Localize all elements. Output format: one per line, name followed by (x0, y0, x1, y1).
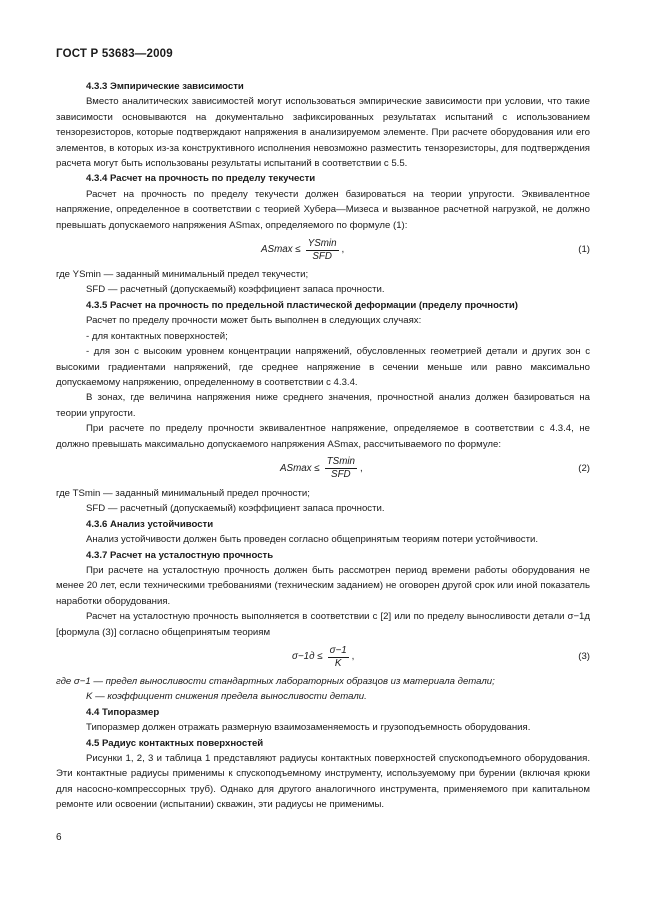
formula-3-comma: , (351, 651, 355, 663)
formula-2-lhs: ASmax ≤ (280, 463, 320, 475)
formula-2-comma: , (360, 463, 363, 475)
paragraph-4-3-5-c: - для зон с высоким уровнем концентрации напряжений, обусловленных геометрией детали и других зон с высокими градиентами напряжений, где среднее напряжение в сечении меньше или равно максимально допускаемому напряжению, определенному в соответствии с 4.3.4. (56, 346, 590, 388)
where-sfd-2: SFD — расчетный (допускаемый) коэффициент запаса прочности. (86, 503, 385, 515)
paragraph-4-3-6: Анализ устойчивости должен быть проведен согласно общепринятым теориям потери устойчивости. (86, 534, 538, 546)
heading-4-5: 4.5 Радиус контактных поверхностей (86, 737, 264, 749)
paragraph-4-3-5-a: Расчет по пределу прочности может быть выполнен в следующих случаях: (86, 315, 422, 327)
formula-2 (56, 452, 590, 486)
formula-3-denominator: K (334, 657, 342, 669)
paragraph-4-3-5-b: - для контактных поверхностей; (86, 330, 228, 342)
formula-3-lhs: σ−1д ≤ (292, 651, 323, 663)
where-ysmin: где YSmin — заданный минимальный предел текучести; (56, 269, 309, 281)
formula-2-fraction (325, 456, 357, 481)
heading-4-3-7: 4.3.7 Расчет на усталостную прочность (86, 549, 274, 561)
formula-1-denominator: SFD (312, 250, 332, 262)
paragraph-4-3-5-e: При расчете по пределу прочности эквивалентное напряжение, определяемое в соответствии с 4.3.4, не должно превышать максимально допускаемого напряжения ASmax, рассчитываемого по формуле: (56, 423, 590, 450)
formula-1 (56, 233, 590, 267)
paragraph-4-3-5-d: В зонах, где величина напряжения ниже среднего значения, прочностной анализ должен базироваться на теории упругости. (56, 392, 590, 419)
document-body (56, 79, 590, 813)
formula-2-denominator: SFD (331, 469, 351, 481)
formula-2-number: (2) (578, 462, 590, 474)
paragraph-4-3-7-a: При расчете на усталостную прочность должен быть рассмотрен период времени работы оборудования не менее 20 лет, если техническими требованиями (техническим заданием) не оговорен другой срок или иной показатель наработки оборудования. (56, 564, 590, 607)
formula-1-fraction (306, 238, 339, 263)
formula-1-lhs: ASmax ≤ (261, 244, 301, 256)
formula-3 (56, 640, 590, 674)
formula-3-fraction (328, 645, 349, 670)
formula-3-numerator: σ−1 (329, 644, 347, 656)
paragraph-4-5: Рисунки 1, 2, 3 и таблица 1 представляют радиусы контактных поверхностей спускоподъемного оборудования. Эти контактные радиусы применимы к спускоподъемному инструменту, используемому при бурении (включая крюки для насосно-компрессорных труб). Однако для другого аналогичного инструмента, применяемого при капитальном ремонте или освоении (испытании) скважин, эти радиусы не применимы. (56, 753, 590, 811)
paragraph-4-3-7-b: Расчет на усталостную прочность выполняется в соответствии с [2] или по пределу выносливости детали σ−1д [формула (3)] согласно общепринятым теориям (56, 611, 590, 638)
heading-4-3-3: 4.3.3 Эмпирические зависимости (86, 81, 244, 92)
where-k: K — коэффициент снижения предела выносливости детали. (86, 691, 367, 703)
where-sfd-1: SFD — расчетный (допускаемый) коэффициент запаса прочности. (86, 284, 385, 296)
paragraph-4-4: Типоразмер должен отражать размерную взаимозаменяемость и грузоподъемность оборудования. (86, 722, 531, 734)
heading-4-3-5: 4.3.5 Расчет на прочность по предельной пластической деформации (пределу прочности) (86, 299, 518, 311)
standard-header: ГОСТ Р 53683—2009 (56, 48, 173, 60)
formula-2-numerator: TSmin (326, 456, 355, 468)
heading-4-3-6: 4.3.6 Анализ устойчивости (86, 518, 214, 530)
formula-3-number: (3) (578, 651, 590, 662)
heading-4-4: 4.4 Типоразмер (86, 706, 160, 718)
page-number: 6 (56, 832, 62, 843)
paragraph-4-3-4: Расчет на прочность по пределу текучести должен базироваться на теории упругости. Эквивалентное напряжение, определенное в соответствии с теорией Хубера—Мизеса и вызванное расчетной нагрузкой, не должно превышать допускаемого напряжения ASmax, определяемого по формуле (1): (56, 188, 590, 231)
formula-1-numerator: YSmin (307, 237, 337, 249)
heading-4-3-4: 4.3.4 Расчет на прочность по пределу текучести (86, 173, 316, 185)
formula-1-number: (1) (578, 244, 590, 256)
formula-1-comma: , (341, 244, 345, 256)
where-sigma: где σ−1 — предел выносливости стандартных лабораторных образцов из материала детали; (56, 676, 495, 687)
where-tsmin: где TSmin — заданный минимальный предел прочности; (56, 487, 310, 499)
paragraph-4-3-3: Вместо аналитических зависимостей могут использоваться эмпирические зависимости при условии, что такие зависимости основываются на документально зафиксированных результатах испытаний с использованием тензорезисторов, которые подтверждают напряжения в анализируемом элементе. При расчете оборудования или его элементов, в которых из-за конструктивного исполнения невозможно разместить тензорезисторы, для подтверждения расчета могут быть использованы результаты испытаний в соответствии с 5.5. (56, 96, 590, 170)
